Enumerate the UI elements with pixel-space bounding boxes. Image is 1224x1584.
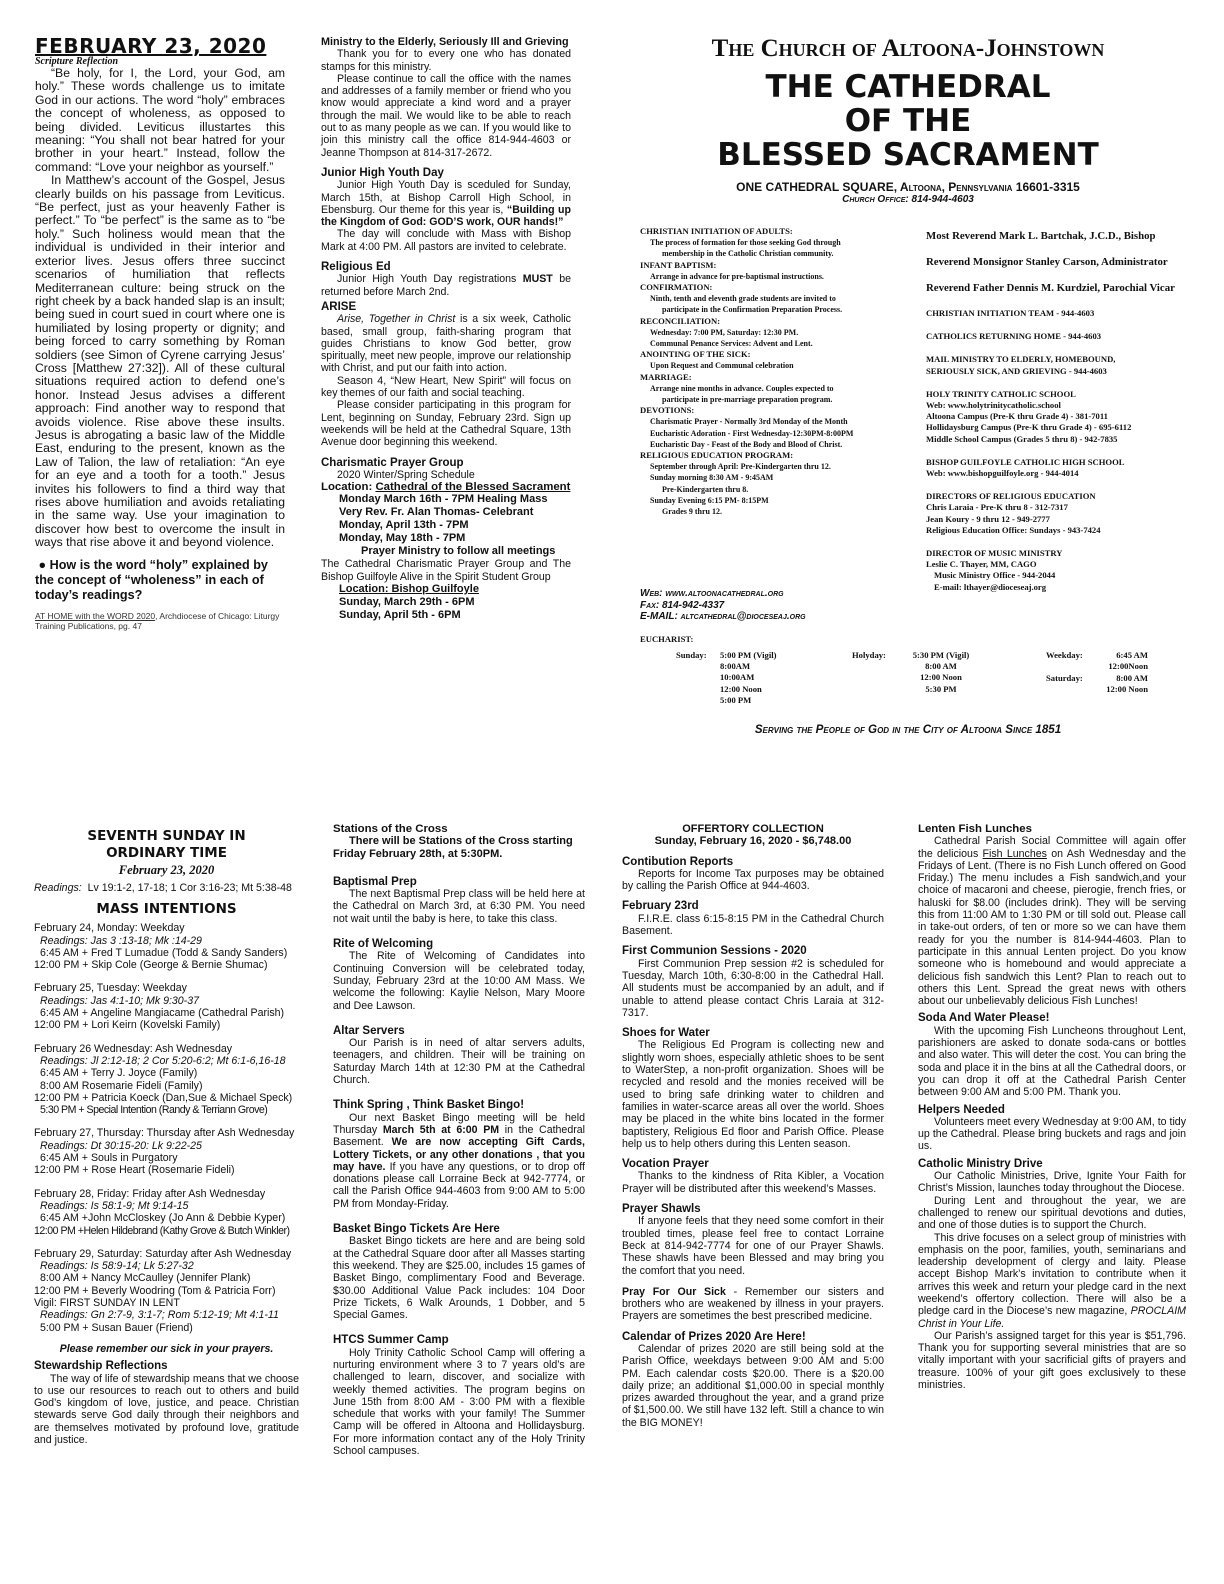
column-2 <box>321 36 571 622</box>
saturday-times <box>1086 673 1148 695</box>
sacrament-line: Pre-Kindergarten thru 8. <box>662 484 749 494</box>
mass-time: 5:30 PM (Vigil) <box>912 650 970 660</box>
helpers-heading: Helpers Needed <box>918 1103 1005 1116</box>
religious-ed-heading: Religious Ed <box>321 261 391 274</box>
holyday-label: Holyday: <box>852 650 886 660</box>
directory-line: E-mail: lthayer@dioceseaj.org <box>934 581 1047 592</box>
mass-line: Readings: Gn 2:7-9, 3:1-7; Rom 5:12-19; Mt 4:1-11 <box>40 1309 279 1322</box>
offertory-amount: Sunday, February 16, 2020 - $6,748.00 <box>654 835 852 848</box>
mass-line: 8:00 AM Rosemarie Fideli (Family) <box>40 1079 203 1092</box>
stewardship-heading: Stewardship Reflections <box>34 1360 168 1373</box>
mass-line: 5:30 PM + Special Intention (Randy & Terriann Grove) <box>40 1104 268 1117</box>
mass-line: 6:45 AM + Angeline Mangiacame (Cathedral Parish) <box>40 1007 285 1020</box>
contrib-heading: Contibution Reports <box>622 855 734 868</box>
charismatic-line-3: Monday, April 13th - 7PM <box>339 519 469 532</box>
directory-line: Leslie C. Thayer, MM, CAGO <box>926 559 1037 570</box>
directory-entry <box>926 331 1188 342</box>
mass-line: 8:00 AM + Nancy McCaulley (Jennifer Plank) <box>40 1272 251 1285</box>
liturgy-title-1: SEVENTH SUNDAY IN <box>87 828 246 844</box>
shawls-para: If anyone feels that they need some comfort in their troubled times, please feel free to contact Lorraine Beck at 814-942-7774 for one of our Prayer Shawls. These shawls have been Blessed and may bring you the comfort that you need. <box>622 1215 884 1277</box>
mass-line: 12:00 PM +Helen Hildebrand (Kathy Grove & Butch Winkler) <box>34 1224 290 1237</box>
mass-line: 12:00 PM + Patricia Koeck (Dan,Sue & Michael Speck) <box>34 1091 293 1104</box>
ministry-heading: Ministry to the Elderly, Seriously Ill and Grieving <box>321 36 569 48</box>
mass-day-title: February 26 Wednesday: Ash Wednesday <box>34 1042 233 1055</box>
directory-line: MAIL MINISTRY TO ELDERLY, HOMEBOUND, <box>926 354 1116 365</box>
directory-entry <box>926 389 1188 445</box>
shoes-para: The Religious Ed Program is collecting new and slightly worn shoes, especially athletic shoes to be sent to WaterStep, a non-profit organization. Shoes will be recycled and resold and the monies received will be used to bring safe drinking water to children and families in water-scarce areas all over the world. Shoes may be placed in the white bins located in the former baptistery, Religious Ed floor and Parish Office. Please help us to help others during this Lenten season. <box>622 1039 884 1150</box>
directory-line: CHRISTIAN INITIATION TEAM - 944-4603 <box>926 308 1095 318</box>
mass-time: 12:00 Noon <box>1106 684 1148 695</box>
mass-line: 12:00 PM + Skip Cole (George & Bernie Shumac) <box>34 959 268 972</box>
first-communion-heading: First Communion Sessions - 2020 <box>622 945 807 958</box>
sacrament-line: RECONCILIATION: <box>640 315 721 326</box>
mass-line: Vigil: FIRST SUNDAY IN LENT <box>34 1297 180 1310</box>
calendar-para: Calendar of prizes 2020 are still being sold at the Parish Office, weekdays between 9:00 AM and 5:00 PM. Each calendar costs $20.00. There is a $20.00 daily prize; an additional $1,000.00 in special monthly prizes awarded throughout the year, and a grand prize of $1,500.00. We still have 132 left. Still a chance to win the BIG MONEY! <box>622 1342 884 1429</box>
first-communion-para: First Communion Prep session #2 is scheduled for Tuesday, March 10th, 6:30-8:00 in the Cathedral Hall. All students must be accompanied by an adult, and if unable to attend please contact Chris Laraia at 312-7317. <box>622 957 884 1019</box>
ministry-para-2: Please continue to call the office with the names and addresses of a family member or friend who you know would appreciate a kind word and a prayer through the mail. We would like to be able to reach out to as many people as we can. If you would like to join this ministry call the office 814-944-4603 or Jeanne Thompson at 814-317-2672. <box>321 72 571 159</box>
directory-line: Chris Laraia - Pre-K thru 8 - 312-7317 <box>926 502 1068 513</box>
charismatic-heading: Charismatic Prayer Group <box>321 456 464 469</box>
charismatic-line-5: Prayer Ministry to follow all meetings <box>361 545 556 558</box>
sunday-times <box>720 650 800 706</box>
directory-line: HOLY TRINITY CATHOLIC SCHOOL <box>926 388 1076 399</box>
sacrament-line: Charismatic Prayer - Normally 3rd Monday of the Month <box>650 417 848 427</box>
sacrament-line: membership in the Catholic Christian community. <box>662 249 834 259</box>
sacrament-line: Wednesday: 7:00 PM, Saturday: 12:30 PM. <box>650 327 799 337</box>
mass-line: Readings: Dt 30:15-20: Lk 9:22-25 <box>40 1139 202 1152</box>
reflection-question: ● How is the word “holy” explained by the concept of “wholeness” in each of today’s readings? <box>35 557 268 602</box>
ministry-para-1: Thank you for to every one who has donated stamps for this ministry. <box>321 48 571 73</box>
directory-line: Music Ministry Office - 944-2044 <box>934 570 1056 581</box>
mass-day <box>34 982 299 1031</box>
contact-block <box>640 588 806 623</box>
mass-line: Readings: Jas 3 :13-18; Mk :14-29 <box>40 934 202 947</box>
baptismal-para: The next Baptismal Prep class will be held here at the Cathedral on March 3rd, at 6:30 PM. You need not wait until the baby is here, to take this class. <box>333 888 585 925</box>
charismatic-line-7: Sunday, April 5th - 6PM <box>339 608 461 621</box>
sacraments-list <box>640 226 910 517</box>
mass-day-title: February 25, Tuesday: Weekday <box>34 982 187 995</box>
vocation-para: Thanks to the kindness of Rita Kibler, a Vocation Prayer will be distributed after this weekend’s Masses. <box>622 1170 884 1195</box>
reflection-para-1: “Be holy, for I, the Lord, your God, am holy.” These words challenge us to imitate God in our actions. The word “holy” embraces the concept of wholeness, as opposed to being divided. Leviticus illustartes this meaning: “You shall not bear hatred for your brother in your heart.” Instead, follow the command: “Love your neighbor as yourself.” <box>35 66 285 174</box>
fish-heading: Lenten Fish Lunches <box>918 823 1032 835</box>
sacrament-line: Upon Request and Communal celebration <box>650 361 794 371</box>
reflection-subtitle: Scripture Reflection <box>35 56 119 67</box>
mass-intentions-column <box>34 828 299 1446</box>
mass-time: 5:00 PM (Vigil) <box>720 650 777 660</box>
mass-line: 12:00 PM + Beverly Woodring (Tom & Patricia Forr) <box>34 1284 276 1297</box>
mass-time: 10:00AM <box>720 672 755 683</box>
sacrament-line: Communal Penance Services: Advent and Lent. <box>650 339 813 349</box>
sacrament-line: Eucharistic Day - Feast of the Body and Blood of Christ. <box>650 439 843 449</box>
cathedral-address: ONE CATHEDRAL SQUARE, Altoona, Pennsylvania 16601-3315 <box>736 180 1080 194</box>
charismatic-schedule: 2020 Winter/Spring Schedule <box>337 468 475 481</box>
contrib-para: Reports for Income Tax purposes may be obtained by calling the Parish Office at 944-4603. <box>622 867 884 893</box>
directory-line: Altoona Campus (Pre-K thru Grade 4) - 381-7011 <box>926 411 1108 422</box>
mass-time: 8:00 AM <box>925 661 957 672</box>
stewardship-para: The way of life of stewardship means that we choose to use our resources to reach out to others and build God’s kingdom of love, justice, and peace. Christian stewards serve God daily through their neighbors and are themselves motivated by profound love, gratitude and justice. <box>34 1372 299 1446</box>
directory <box>926 308 1188 593</box>
junior-high-para-2: The day will conclude with Mass with Bishop Mark at 4:00 PM. All pastors are invited to celebrate. <box>321 228 571 253</box>
ministry-drive-para-3: This drive focuses on a select group of ministries with emphasis on the poor, families, youth, seminarians and leadership development of clergy and laity. Please accept Bishop Mark’s invitation to contribute when it arrives this week and return your pledge card in the next weekend’s offertory collection. There will also be a pledge card in the Diocese’s new magazine, PROCLAIM Christ in Your Life. <box>918 1231 1186 1330</box>
sacrament-line: Grades 9 thru 12. <box>662 507 722 517</box>
sunday-label: Sunday: <box>676 650 707 660</box>
directory-line: Web: www.bishopguilfoyle.org - 944-4014 <box>926 468 1079 479</box>
sacrament-line: Eucharistic Adoration - First Wednesday-12:30PM-8:00PM <box>650 428 854 438</box>
mass-line: 6:45 AM + Terry J. Joyce (Family) <box>40 1067 198 1080</box>
sacrament-line: Arrange nine months in advance. Couples expected to <box>650 383 834 393</box>
directory-entry <box>926 308 1188 319</box>
weekday-times <box>1096 650 1148 672</box>
bullet-icon: ● <box>35 557 50 572</box>
charismatic-location: Location: Cathedral of the Blessed Sacrament <box>321 481 571 494</box>
email-link[interactable]: E-MAIL: altcathedral@dioceseaj.org <box>640 611 806 622</box>
mass-line: 6:45 AM + Fred T Lumadue (Todd & Sandy Sanders) <box>40 946 288 959</box>
directory-entry <box>926 354 1188 376</box>
sacrament-line: CHRISTIAN INITIATION OF ADULTS: <box>640 226 793 236</box>
sacrament-line: The process of formation for those seeking God through <box>650 238 841 248</box>
mass-day <box>34 1127 299 1176</box>
junior-high-heading: Junior High Youth Day <box>321 166 444 179</box>
directory-line: Religious Education Office: Sundays - 943-7424 <box>926 524 1101 535</box>
church-name: The Church of Altoona-Johnstown <box>711 35 1105 62</box>
clergy-name: Reverend Monsignor Stanley Carson, Administrator <box>926 256 1168 268</box>
religious-ed-para: Junior High Youth Day registrations MUST be returned before March 2nd. <box>321 273 571 298</box>
stations-heading: Stations of the Cross <box>333 823 448 835</box>
charismatic-para: The Cathedral Charismatic Prayer Group and The Bishop Guilfoyle Alive in the Spirit Student Group <box>321 558 571 583</box>
weekday-label: Weekday: <box>1046 650 1083 660</box>
arise-para-1: Arise, Together in Christ is a six week, Catholic based, small group, faith-sharing program that guides Christians to know God better, grow spiritually, meet new people, improve our relationship with Christ, and put our faith into action. <box>321 313 571 375</box>
charismatic-line-6: Sunday, March 29th - 6PM <box>339 595 475 608</box>
charismatic-line-1: Monday March 16th - 7PM Healing Mass <box>339 493 548 506</box>
sacrament-line: CONFIRMATION: <box>640 282 713 293</box>
mass-time: 12:00Noon <box>1108 661 1148 672</box>
directory-line: DIRECTORS OF RELIGIOUS EDUCATION <box>926 491 1096 502</box>
cathedral-title-1: THE CATHEDRAL <box>765 69 1051 105</box>
sacrament-line: Sunday Evening 6:15 PM- 8:15PM <box>650 495 769 505</box>
mass-intentions-heading: MASS INTENTIONS <box>96 901 237 918</box>
tickets-para: Basket Bingo tickets are here and are being sold at the Cathedral Square door after all Masses starting this weekend. They are $25.00, includes 15 games of Basket Bingo, complimentary Food and Beverage. $30.00 Additional Value Pack includes: 104 Door Prize Tickets, 6 Walk Arounds, 1 Dobber, and 5 Special Games. <box>333 1235 585 1322</box>
liturgy-title-2: ORDINARY TIME <box>106 845 227 861</box>
cathedral-title-3: BLESSED SACRAMENT <box>717 137 1099 173</box>
mass-line: 6:45 AM + Souls in Purgatory <box>40 1152 178 1165</box>
soda-para: With the upcoming Fish Luncheons throughout Lent, parishioners are asked to donate soda-cans or bottles and also water. This will deter the cost. You can bring the soda and place it in the bins at all the Cathedral doors, or you can drop it off at the Cathedral Parish Center between 9:00 AM and 5:00 PM. Thank you. <box>918 1024 1186 1099</box>
directory-entry <box>926 457 1188 479</box>
directory-entry <box>926 491 1188 536</box>
calendar-heading: Calendar of Prizes 2020 Are Here! <box>622 1330 806 1343</box>
sacrament-line: RELIGIOUS EDUCATION PROGRAM: <box>640 450 794 461</box>
serving-tagline: Serving the People of God in the City of Altoona Since 1851 <box>754 723 1062 736</box>
liturgy-date: February 23, 2020 <box>118 863 215 877</box>
bulletin-date: FEBRUARY 23, 2020 <box>35 34 267 58</box>
directory-line: Jean Koury - 9 thru 12 - 949-2777 <box>926 513 1050 524</box>
mass-day-title: February 28, Friday: Friday after Ash Wednesday <box>34 1187 266 1200</box>
mass-time: 12:00 Noon <box>920 672 962 683</box>
mass-line: Readings: Jl 2:12-18; 2 Cor 5:20-6:2; Mt 6:1-6,16-18 <box>40 1054 286 1067</box>
reflection-para-2: In Matthew’s account of the Gospel, Jesus clearly builds on his passage from Leviticus. “Be perfect, just as your heavenly Father is perfect.” To “be perfect” is the same as to “be holy.” Such holiness would mean that the individual is undivided in their interior and exterior lives. Jesus offers three succinct scenarios of humiliation that reflects Mediterranean culture: being struck on the right cheek by a back handed slap is an insult; being sued in court sued in court where one is humiliated by losing property or dignity; and being forced to carry something by Roman soldiers (see Simon of Cyrene carrying Jesus’ Cross [Matthew 27:32]). All of these cultural situations required action to defend one’s honor. Instead Jesus advises a different approach: Find another way to respond that avoids violence. Rise above these insults. Jesus is abrogating a basic law of the Middle East, enduring to the present, known as the Law of Talion, the law of retaliation: “An eye for an eye and a tooth for a tooth.” Jesus invites his followers to find a third way that rises above humiliation and avoids retaliating in the same way. Use your imagination to discover how best to overcome the insult in ways that rise above it and beyond violence. <box>35 173 285 550</box>
rite-para: The Rite of Welcoming of Candidates into Continuing Conversion will be celebrated today, Sunday, February 23rd at the 10:00 AM Mass. We welcome the following: Kaylie Nelson, Mary Moore and Dee Lawson. <box>333 950 585 1012</box>
sacrament-line: ANOINTING OF THE SICK: <box>640 349 751 360</box>
clergy-list <box>926 230 1188 605</box>
charismatic-line-4: Monday, May 18th - 7PM <box>339 532 466 545</box>
mass-time: 12:00 Noon <box>720 683 762 694</box>
stations-para: There will be Stations of the Cross starting Friday February 28th, at 5:30PM. <box>333 835 573 860</box>
shoes-heading: Shoes for Water <box>622 1027 710 1040</box>
shawls-heading: Prayer Shawls <box>622 1203 701 1216</box>
offertory-heading: OFFERTORY COLLECTION <box>682 823 824 835</box>
directory-line: DIRECTOR OF MUSIC MINISTRY <box>926 548 1063 559</box>
bingo-heading: Think Spring , Think Basket Bingo! <box>333 1099 525 1112</box>
altar-para: Our Parish is in need of altar servers adults, teenagers, and children. Their will be training on Saturday March 14th at 12:30 PM at the Cathedral Church. <box>333 1037 585 1087</box>
reflection-source: AT HOME with the WORD 2020, Archdiocese of Chicago: Liturgy Training Publications, pg. 47 <box>35 610 280 631</box>
sacrament-line: Arrange in advance for pre-baptismal instructions. <box>650 271 824 281</box>
mass-time: 5:30 PM <box>925 683 957 694</box>
directory-line: BISHOP GUILFOYLE CATHOLIC HIGH SCHOOL <box>926 456 1125 467</box>
arise-para-2: Season 4, “New Heart, New Spirit” will focus on key themes of our faith and social teaching. <box>321 374 571 400</box>
mass-day <box>34 1043 299 1117</box>
mass-day <box>34 922 299 971</box>
sick-prayer-note: Please remember our sick in your prayers. <box>59 1342 274 1355</box>
mass-line: 12:00 PM + Rose Heart (Rosemarie Fideli) <box>34 1164 235 1177</box>
arise-para-3: Please consider participating in this program for Lent, beginning on Sunday, February 23rd. Sign up weekends will be held at the Cathedral Square, 13th Avenue door beginning this weekend. <box>321 399 571 449</box>
fish-para: Cathedral Parish Social Committee will again offer the delicious Fish Lunches on Ash Wednesday and the Fridays of Lent. (There is no Fish Lunch offered on Good Friday.) The menu includes a Fish sandwich,and your choice of macaroni and cheese, pierogie, french fries, or haluski for $8.00 (includes drink). They will be serving this from 11:00 AM to 1:30 PM or till sold out. Please call in take-out orders, of ten or more so we can have them ready for you the number is 814-944-4603. Plan to participate in this annual Lenten project. Do you know someone who is homebound and would appreciate a delicious fish sandwich this Lent? Plan to reach out to others this Lent. Spread the great news with others about our unbelievably delicious Fish Lunches! <box>918 835 1186 1008</box>
directory-line: CATHOLICS RETURNING HOME - 944-4603 <box>926 331 1102 342</box>
clergy-name: Most Reverend Mark L. Bartchak, J.C.D., Bishop <box>926 230 1156 242</box>
website-link[interactable]: Web: www.altoonacathedral.org <box>640 588 784 599</box>
sacrament-line: INFANT BAPTISM: <box>640 259 717 270</box>
mass-intentions-list <box>34 922 299 1334</box>
column-6 <box>918 823 1186 1391</box>
mass-time: 6:45 AM <box>1116 650 1148 660</box>
sacrament-line: participate in the Confirmation Preparation Process. <box>662 305 843 315</box>
camp-para: Holy Trinity Catholic School Camp will offering a nurturing environment where 3 to 7 years old’s are challenged to learn, discover, and socialize with weekly themed activities. The program begins on June 15th from 8:00 AM - 3:00 PM with a flexible schedule that works with your family! The Summer Camp will be offered in Altoona and Hollidaysburg. For more information contact any of the Holy Trinity School campuses. <box>333 1346 585 1458</box>
ministry-drive-para-2: During Lent and throughout the year, we are challenged to renew our spiritual devotions and duties, and one of those duties is to support the Church. <box>918 1194 1186 1232</box>
liturgy-readings: Readings: Lv 19:1-2, 17-18; 1 Cor 3:16-23; Mt 5:38-48 <box>34 882 292 894</box>
directory-line: Middle School Campus (Grades 5 thru 8) - 942-7835 <box>926 433 1118 444</box>
charismatic-location-2: Location: Bishop Guilfoyle <box>339 582 479 595</box>
fax-number: Fax: 814-942-4337 <box>640 599 725 611</box>
sick-para: Pray For Our Sick - Remember our sisters and brothers who are weakened by illness in your prayers. Prayers are sometimes the best prescribed medicine. <box>622 1285 884 1323</box>
directory-line: Hollidaysburg Campus (Pre-K thru Grade 4) - 695-6112 <box>926 422 1132 433</box>
sacrament-line: September through April: Pre-Kindergarten thru 12. <box>650 462 831 472</box>
mass-line: 5:00 PM + Susan Bauer (Friend) <box>40 1321 193 1334</box>
saturday-label: Saturday: <box>1046 673 1083 683</box>
fire-heading: February 23rd <box>622 900 699 913</box>
source-link[interactable]: AT HOME with the WORD 2020 <box>35 610 156 621</box>
fire-para: F.I.R.E. class 6:15-8:15 PM in the Cathedral Church Basement. <box>622 912 884 938</box>
column-5 <box>622 823 884 1429</box>
ministry-drive-para-1: Our Catholic Ministries, Drive, Ignite Your Faith for Christ’s Mission, launches today throughout the Diocese. <box>918 1170 1186 1195</box>
camp-heading: HTCS Summer Camp <box>333 1334 449 1347</box>
altar-heading: Altar Servers <box>333 1024 405 1037</box>
mass-line: 6:45 AM +John McCloskey (Jo Ann & Debbie Kyper) <box>40 1212 286 1225</box>
mass-day-title: February 24, Monday: Weekday <box>34 922 185 935</box>
mass-day-title: February 27, Thursday: Thursday after Ash Wednesday <box>34 1127 295 1140</box>
mass-time: 8:00 AM <box>1116 673 1148 683</box>
ministry-drive-heading: Catholic Ministry Drive <box>918 1157 1043 1170</box>
mass-time: 5:00 PM <box>720 694 752 705</box>
mass-day <box>34 1248 299 1334</box>
directory-entry <box>926 548 1188 593</box>
mass-day <box>34 1188 299 1237</box>
sacrament-line: DEVOTIONS: <box>640 405 695 416</box>
baptismal-heading: Baptismal Prep <box>333 875 417 888</box>
ministry-drive-para-4: Our Parish’s assigned target for this year is $51,796. Thank you for supporting several ministries that are so vitally important with your sacrificial gifts of prayers and treasure. 100% of your gift goes exclusively to these ministries. <box>918 1329 1186 1392</box>
mass-time: 8:00AM <box>720 661 751 672</box>
soda-heading: Soda And Water Please! <box>918 1012 1050 1025</box>
cathedral-header <box>628 35 1188 736</box>
mass-line: Readings: Is 58:1-9; Mt 9:14-15 <box>40 1199 189 1212</box>
sacrament-line: Sunday morning 8:30 AM - 9:45AM <box>650 473 774 483</box>
mass-line: Readings: Jas 4:1-10; Mk 9:30-37 <box>40 994 199 1007</box>
eucharist-label: EUCHARIST: <box>640 634 694 644</box>
helpers-para: Volunteers meet every Wednesday at 9:00 AM, to tidy up the Cathedral. Please bring buckets and rags and join us. <box>918 1115 1186 1153</box>
junior-high-para-1: Junior High Youth Day is sceduled for Sunday, March 15th, at Bishop Carroll High School, in Ebensburg. Our theme for this year is, “Building up the Kingdom of God: GOD’S work, OUR hands!” <box>321 179 571 229</box>
vocation-heading: Vocation Prayer <box>622 1158 709 1171</box>
sacrament-line: MARRIAGE: <box>640 371 692 382</box>
directory-line: SERIOUSLY SICK, AND GRIEVING - 944-4603 <box>926 365 1107 376</box>
sacrament-line: Ninth, tenth and eleventh grade students are invited to <box>650 294 836 304</box>
directory-line: Web: www.holytrinitycatholic.school <box>926 400 1061 411</box>
bingo-para: Our next Basket Bingo meeting will be held Thursday March 5th at 6:00 PM in the Cathedral Basement. We are now accepting Gift Cards, Lottery Tickets, or any other donations , that you may have. If you have any questions, or to drop off donations please call Lorraine Beck at 942-7774, or call the Parish Office 944-4603 from 9:00 AM to 5:00 PM from Monday-Friday. <box>333 1111 585 1210</box>
cathedral-title-2: OF THE <box>844 103 972 139</box>
arise-heading: ARISE <box>321 300 357 313</box>
column-4 <box>333 823 585 1457</box>
scripture-reflection <box>35 36 285 631</box>
clergy-name: Reverend Father Dennis M. Kurdziel, Parochial Vicar <box>926 282 1175 294</box>
sacrament-line: participate in pre-marriage preparation program. <box>662 395 833 405</box>
tickets-heading: Basket Bingo Tickets Are Here <box>333 1223 500 1236</box>
mass-day-title: February 29, Saturday: Saturday after Ash Wednesday <box>34 1247 292 1260</box>
charismatic-line-2: Very Rev. Fr. Alan Thomas- Celebrant <box>339 506 534 519</box>
rite-heading: Rite of Welcoming <box>333 938 434 951</box>
church-office-phone: Church Office: 814-944-4603 <box>842 194 974 205</box>
mass-line: Readings: Is 58:9-14; Lk 5:27-32 <box>40 1260 194 1273</box>
mass-line: 12:00 PM + Lori Keirn (Kovelski Family) <box>34 1019 221 1032</box>
holyday-times <box>896 650 986 695</box>
